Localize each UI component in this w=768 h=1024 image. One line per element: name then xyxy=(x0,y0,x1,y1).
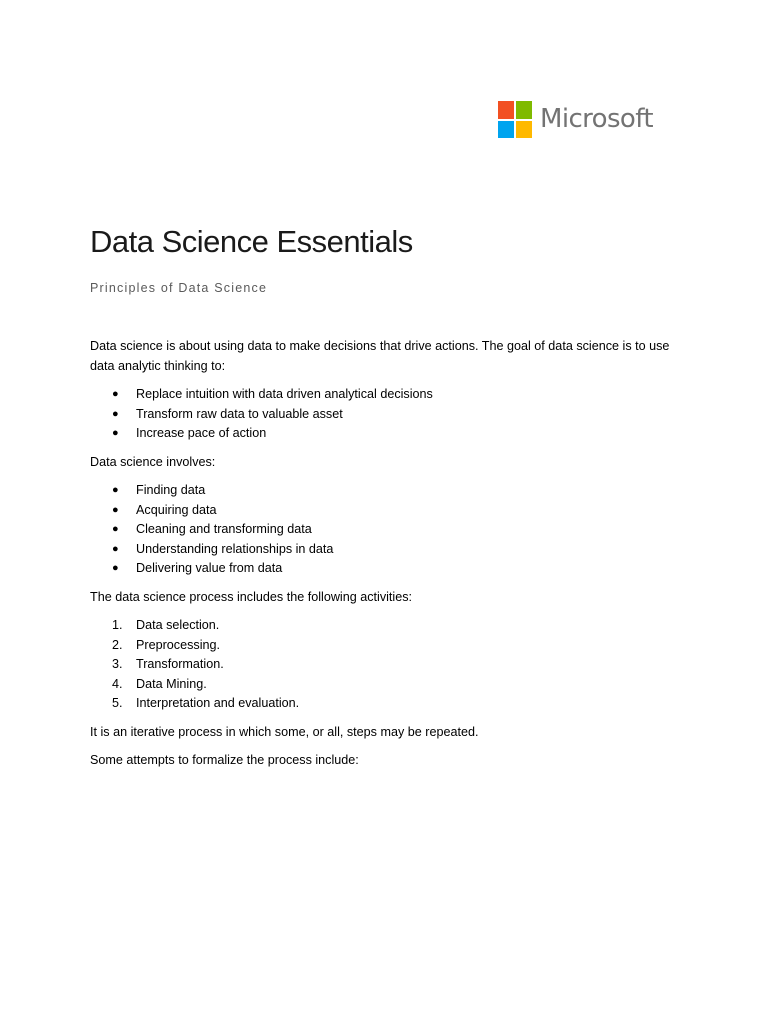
list-item xyxy=(90,385,690,405)
logo-green-square xyxy=(516,101,532,119)
list-item-text: Understanding relationships in data xyxy=(136,541,334,556)
list-item-text: Finding data xyxy=(136,483,206,497)
list-item-text: Transform raw data to valuable asset xyxy=(136,406,343,421)
iterative-note: It is an iterative process in which some, or all, steps may be repeated. xyxy=(90,724,479,739)
bullet-icon: ● xyxy=(112,388,119,400)
step-text: Data Mining. xyxy=(136,676,207,691)
step-text: Transformation. xyxy=(136,657,224,671)
logo-wordmark: Microsoft xyxy=(540,104,653,134)
process-heading: The data science process includes the following activities: xyxy=(90,589,413,604)
document-title: Data Science Essentials xyxy=(90,224,413,259)
list-item xyxy=(90,520,690,540)
logo-blue-square xyxy=(498,121,514,139)
list-item xyxy=(90,694,690,714)
document-subtitle: Principles of Data Science xyxy=(90,281,268,295)
list-item xyxy=(90,424,690,444)
intro-paragraph: Data science is about using data to make decisions that drive actions. The goal of data science is to use data analytic thinking to: xyxy=(90,339,670,373)
list-item xyxy=(90,501,690,521)
microsoft-logo xyxy=(498,101,653,138)
bullet-icon: ● xyxy=(112,427,119,439)
goals-list xyxy=(90,385,690,444)
step-text: Interpretation and evaluation. xyxy=(136,696,300,710)
bullet-icon: ● xyxy=(112,503,119,516)
involves-heading: Data science involves: xyxy=(90,454,216,469)
step-number: 1. xyxy=(112,618,123,632)
step-number: 3. xyxy=(112,657,123,671)
step-number: 2. xyxy=(112,637,123,652)
bullet-icon: ● xyxy=(112,523,119,535)
step-text: Data selection. xyxy=(136,618,220,632)
list-item xyxy=(90,559,690,579)
bullet-icon: ● xyxy=(112,407,119,420)
list-item-text: Replace intuition with data driven analytical decisions xyxy=(136,387,433,401)
list-item-text: Delivering value from data xyxy=(136,561,283,575)
step-text: Preprocessing. xyxy=(136,637,220,652)
list-item xyxy=(90,636,690,656)
list-item xyxy=(90,405,690,425)
step-number: 4. xyxy=(112,676,123,691)
list-item-text: Acquiring data xyxy=(136,502,217,517)
involves-list xyxy=(90,481,690,579)
microsoft-logo-icon xyxy=(498,101,532,138)
list-item xyxy=(90,540,690,560)
logo-red-square xyxy=(498,101,514,119)
process-steps-list xyxy=(90,616,690,714)
bullet-icon: ● xyxy=(112,562,119,574)
formalize-note: Some attempts to formalize the process include: xyxy=(90,753,359,767)
step-number: 5. xyxy=(112,696,123,710)
bullet-icon: ● xyxy=(112,542,119,555)
logo-yellow-square xyxy=(516,121,532,139)
list-item xyxy=(90,616,690,636)
bullet-icon: ● xyxy=(112,484,119,496)
list-item xyxy=(90,481,690,501)
list-item xyxy=(90,655,690,675)
document-body xyxy=(90,337,690,771)
list-item-text: Increase pace of action xyxy=(136,426,267,440)
list-item-text: Cleaning and transforming data xyxy=(136,522,312,536)
list-item xyxy=(90,675,690,695)
